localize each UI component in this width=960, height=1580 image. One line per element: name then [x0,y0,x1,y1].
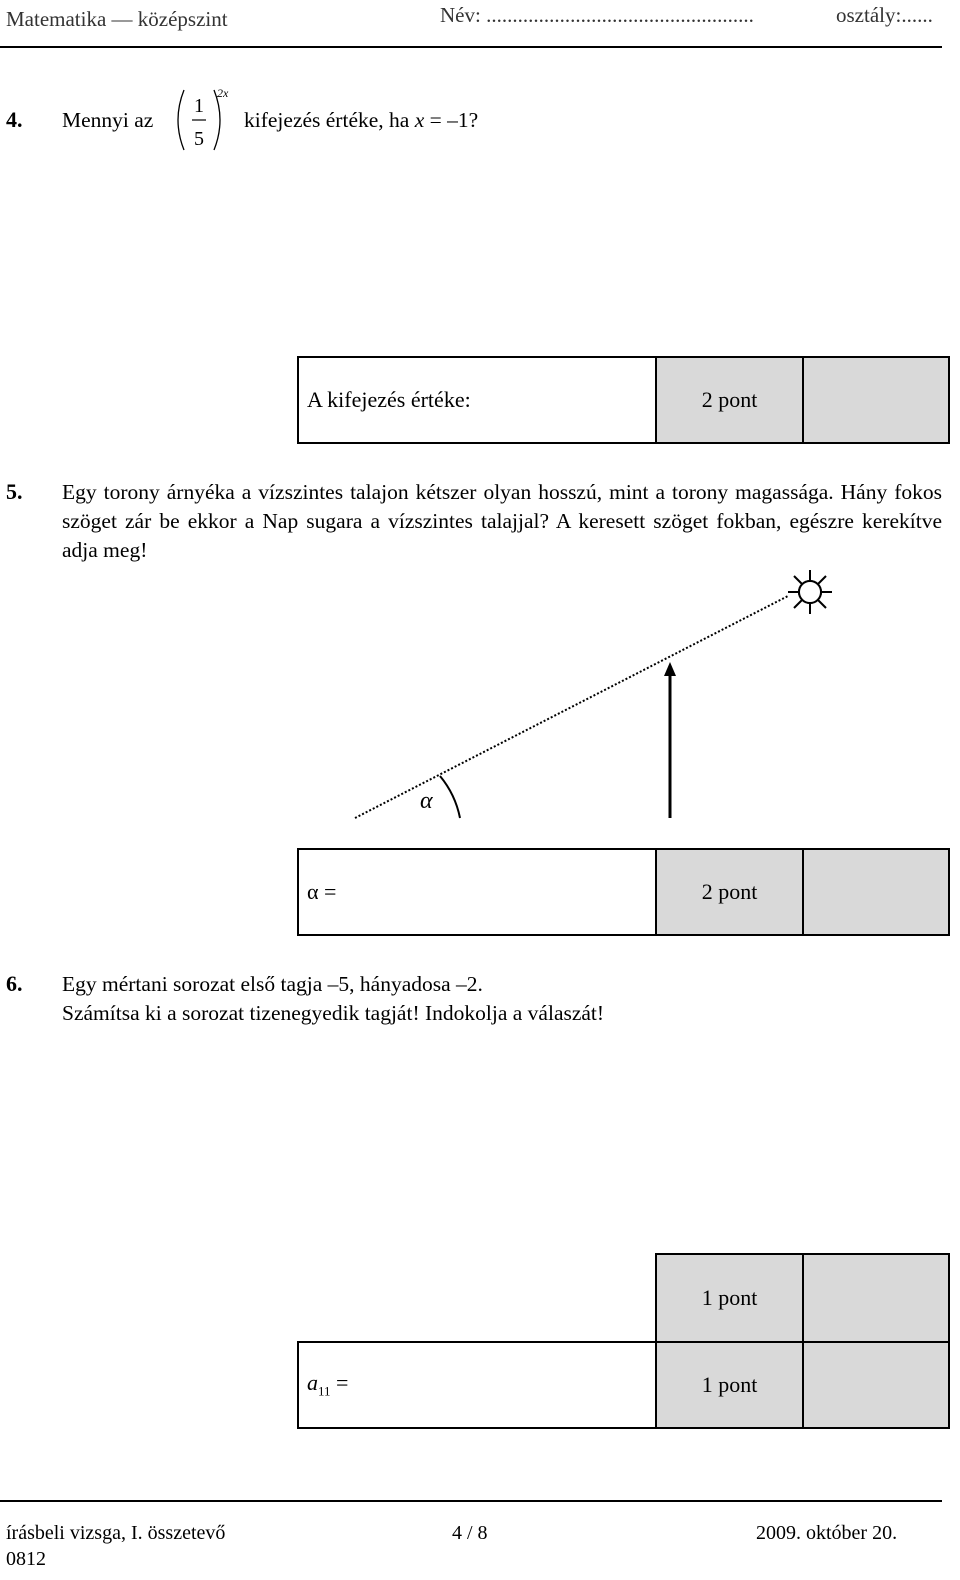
angle-alpha-label: α [420,788,433,814]
tower-shadow-diagram [340,560,860,830]
q6-points-1: 1 pont [701,1285,758,1310]
q4-fraction-denominator: 5 [194,128,204,150]
q4-answer-label: A kifejezés értéke: [307,387,471,412]
q6-answer-eq: = [330,1370,349,1396]
q5-points-box [655,848,804,936]
q4-text-before: Mennyi az [62,108,154,132]
footer-rule [0,1500,942,1502]
header-name-field: Név: ................................................... [440,3,754,27]
q5-answer-box[interactable] [297,848,657,936]
q6-points-box-1 [655,1253,804,1343]
angle-arc [440,776,460,818]
q5-answer-label: α = [307,879,337,904]
q6-points-2: 1 pont [701,1372,758,1397]
q6-answer-sub: 11 [318,1383,331,1399]
footer-code: 0812 [6,1548,46,1570]
footer-date: 2009. október 20. [756,1522,898,1544]
q4-variable: x [414,108,425,132]
q5-number: 5. [6,479,23,504]
q6-answer-var: a [307,1370,318,1396]
q6-score-box-2[interactable] [802,1341,950,1429]
q4-fraction-expression [170,80,240,160]
q4-exponent: 2x [217,86,229,100]
sun-ray-line [355,596,788,818]
q4-points-box [655,356,804,444]
tower-arrowhead [664,662,676,676]
q6-score-box-1[interactable] [802,1253,950,1343]
q4-number: 4. [6,107,23,132]
header-subject: Matematika — középszint [6,7,228,31]
footer-exam: írásbeli vizsga, I. összetevő [6,1522,226,1544]
q4-answer-box[interactable] [297,356,657,444]
q5-points: 2 pont [701,879,758,904]
q6-line2: Számítsa ki a sorozat tizenegyedik tagját! Indokolja a válaszát! [62,1001,605,1025]
q4-text-after-suffix: = –1? [424,108,479,132]
q5-score-box[interactable] [802,848,950,936]
q6-answer-label [307,1370,348,1399]
q5-text: Egy torony árnyéka a vízszintes talajon kétszer olyan hosszú, mint a torony magassága. Hány fokos szöget zár be ekkor a Nap sugara a vízszintes talajjal? A keresett szöget fokban, egészre kerekítve adja meg! [62,480,942,562]
q6-answer-box[interactable] [297,1341,657,1429]
q4-text-after-prefix: kifejezés értéke, ha [244,108,415,132]
sun-icon [788,570,832,614]
q4-points: 2 pont [701,387,758,412]
q4-fraction-numerator: 1 [194,95,204,117]
header-rule [0,46,942,48]
q4-score-box[interactable] [802,356,950,444]
q6-points-box-2 [655,1341,804,1429]
q6-number: 6. [6,971,23,996]
header-class-field: osztály:...... [836,3,933,27]
q6-line1: Egy mértani sorozat első tagja –5, hányadosa –2. [62,972,483,996]
footer-page: 4 / 8 [452,1522,488,1544]
q4-text-after [244,106,478,135]
